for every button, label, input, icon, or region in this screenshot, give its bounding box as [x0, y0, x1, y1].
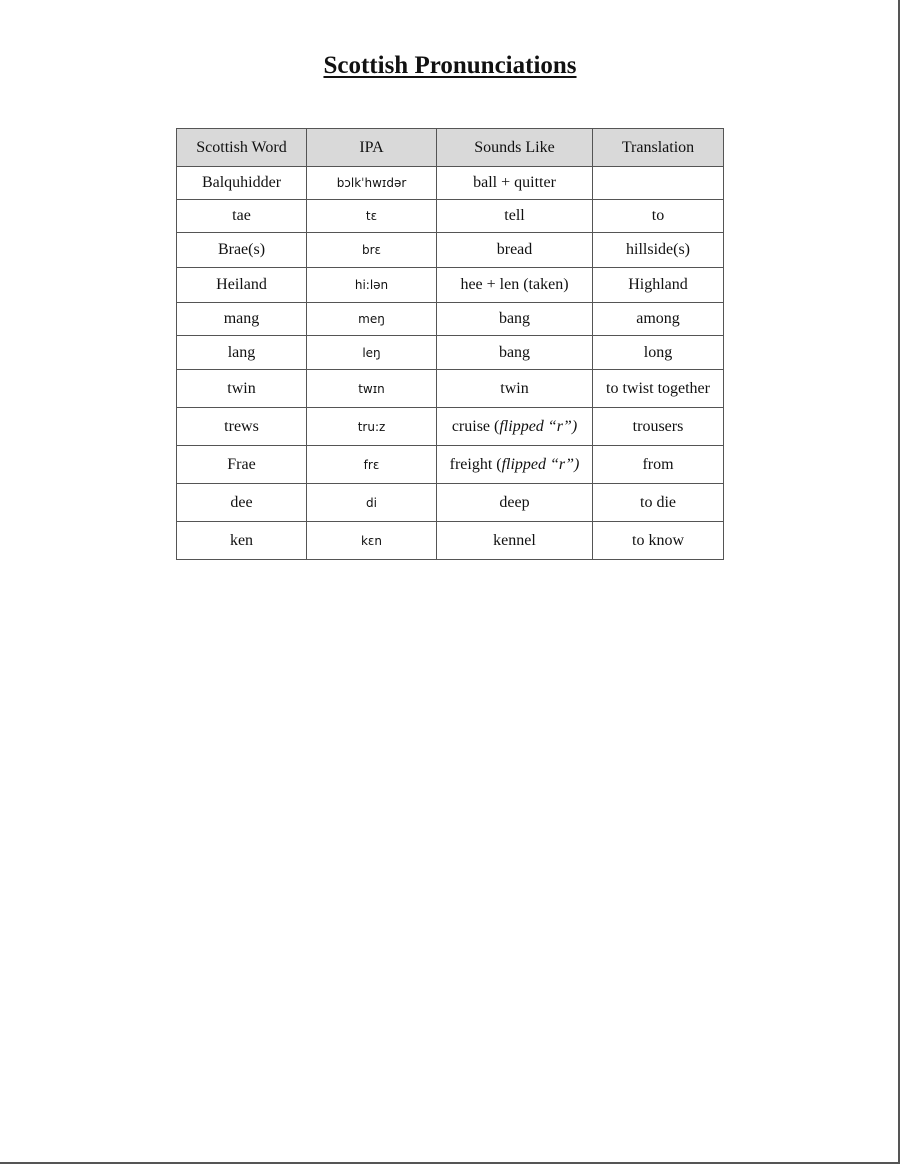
table-row [177, 522, 724, 560]
cell-sounds-like [437, 200, 593, 233]
cell-sounds-like [437, 268, 593, 303]
cell-ipa: brɛ [307, 233, 437, 268]
header-translation: Translation [593, 129, 724, 167]
cell-translation: among [593, 303, 724, 336]
cell-translation [593, 167, 724, 200]
cell-sounds-like [437, 233, 593, 268]
sounds-like-text: bang [498, 310, 531, 327]
cell-word: tae [177, 200, 307, 233]
cell-ipa: di [307, 484, 437, 522]
cell-ipa: bɔlkˈhwɪdər [307, 167, 437, 200]
table-row [177, 233, 724, 268]
cell-sounds-like [437, 167, 593, 200]
cell-ipa: tɛ [307, 200, 437, 233]
cell-word: Brae(s) [177, 233, 307, 268]
sounds-like-text: hee + len (taken) [460, 276, 569, 293]
cell-word: ken [177, 522, 307, 560]
sounds-like-text: tell [504, 207, 525, 224]
cell-word: Balquhidder [177, 167, 307, 200]
cell-ipa: frɛ [307, 446, 437, 484]
cell-word: Frae [177, 446, 307, 484]
cell-translation: to know [593, 522, 724, 560]
cell-translation: trousers [593, 408, 724, 446]
sounds-like-text: kennel [493, 531, 536, 549]
table-row [177, 370, 724, 408]
table-row [177, 200, 724, 233]
cell-ipa: hi:lən [307, 268, 437, 303]
sounds-like-text: bread [496, 241, 533, 258]
cell-translation: from [593, 446, 724, 484]
sounds-like-text: deep [499, 493, 530, 511]
sounds-like-note: flipped “r”) [501, 455, 580, 473]
table-row [177, 408, 724, 446]
cell-sounds-like [437, 336, 593, 370]
cell-word: dee [177, 484, 307, 522]
cell-sounds-like [437, 484, 593, 522]
cell-word: mang [177, 303, 307, 336]
table-row [177, 303, 724, 336]
cell-translation: to twist together [593, 370, 724, 408]
sounds-like-text: cruise ( [451, 417, 500, 435]
cell-translation: hillside(s) [593, 233, 724, 268]
sounds-like-text: freight ( [449, 455, 502, 473]
sounds-like-text: bang [498, 343, 531, 361]
table-row [177, 167, 724, 200]
sounds-like-text: ball + quitter [473, 174, 556, 191]
cell-word: trews [177, 408, 307, 446]
cell-translation: long [593, 336, 724, 370]
header-ipa: IPA [307, 129, 437, 167]
table-row [177, 484, 724, 522]
table-row [177, 336, 724, 370]
sounds-like-note: flipped “r”) [499, 417, 578, 435]
table-row [177, 268, 724, 303]
cell-word: Heiland [177, 268, 307, 303]
header-scottish-word: Scottish Word [177, 129, 307, 167]
cell-word: lang [177, 336, 307, 370]
cell-translation: to [593, 200, 724, 233]
cell-ipa: leŋ [307, 336, 437, 370]
pronunciation-table [176, 128, 724, 560]
table-header-row [177, 129, 724, 167]
cell-ipa: meŋ [307, 303, 437, 336]
cell-sounds-like [437, 303, 593, 336]
cell-ipa: kɛn [307, 522, 437, 560]
cell-ipa: tru:z [307, 408, 437, 446]
cell-word: twin [177, 370, 307, 408]
cell-sounds-like [437, 408, 593, 446]
cell-ipa: twɪn [307, 370, 437, 408]
cell-sounds-like [437, 370, 593, 408]
cell-sounds-like [437, 522, 593, 560]
table-row [177, 446, 724, 484]
page-title: Scottish Pronunciations [323, 52, 577, 79]
cell-translation: to die [593, 484, 724, 522]
header-sounds-like: Sounds Like [437, 129, 593, 167]
cell-translation: Highland [593, 268, 724, 303]
cell-sounds-like [437, 446, 593, 484]
sounds-like-text: twin [500, 379, 529, 397]
